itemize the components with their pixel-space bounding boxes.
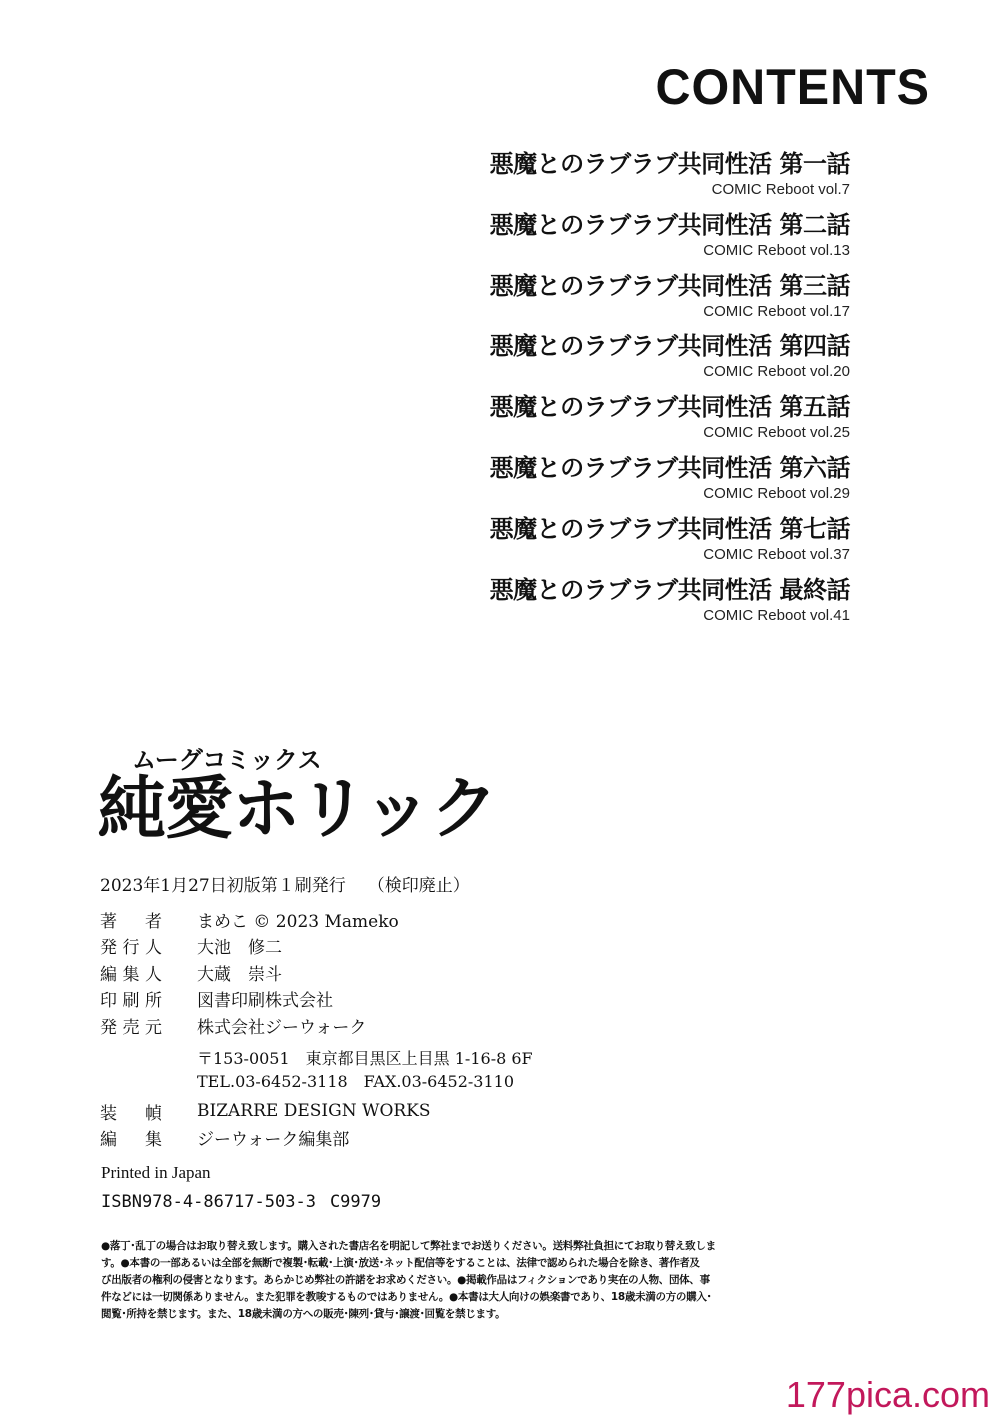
credit-row bbox=[100, 1098, 431, 1125]
toc-entry-title: 悪魔とのラブラブ共同性活 第三話 bbox=[489, 271, 850, 300]
credits-list bbox=[100, 906, 399, 1039]
credit-role: 編集 bbox=[100, 1130, 162, 1151]
edition-note: （検印廃止） bbox=[367, 876, 470, 896]
toc-entry-title: 悪魔とのラブラブ共同性活 第五話 bbox=[489, 393, 850, 422]
book-title: 純愛ホリック bbox=[98, 770, 498, 849]
credit-value: 大池 修二 bbox=[197, 938, 282, 959]
toc-entry-title: 悪魔とのラブラブ共同性活 第二話 bbox=[489, 210, 850, 239]
toc-entry-title: 悪魔とのラブラブ共同性活 最終話 bbox=[489, 575, 850, 604]
toc-entry bbox=[390, 329, 850, 390]
toc-entry-title: 悪魔とのラブラブ共同性活 第一話 bbox=[489, 150, 850, 178]
toc-entry bbox=[390, 269, 850, 330]
toc-entry-source: COMIC Reboot vol.29 bbox=[703, 484, 850, 502]
disclaimer-line: び出版者の権利の侵害となります。あらかじめ弊社の許諾をお求めください。●掲載作品はフィクションであり実在の人物、団体、事 bbox=[101, 1274, 710, 1286]
credit-value: ジーウォーク編集部 bbox=[197, 1130, 350, 1151]
credit-role: 印刷所 bbox=[100, 991, 162, 1012]
disclaimer-line: 閲覧･所持を禁じます。また、18歳未満の方への販売･陳列･貸与･譲渡･回覧を禁じます。 bbox=[101, 1308, 506, 1320]
address-line: 〒153-0051 東京都目黒区上目黒 1-16-8 6F bbox=[197, 1049, 533, 1068]
credit-role: 装幀 bbox=[100, 1103, 162, 1124]
toc-entry-source: COMIC Reboot vol.17 bbox=[703, 302, 850, 320]
toc-entry-source: COMIC Reboot vol.37 bbox=[703, 545, 850, 563]
credit-role: 著者 bbox=[100, 911, 162, 932]
credit-row bbox=[100, 959, 399, 986]
c-code: C9979 bbox=[329, 1192, 382, 1212]
credit-role: 発行人 bbox=[100, 938, 162, 959]
contents-heading: CONTENTS bbox=[655, 59, 930, 115]
edition-date: 2023年1月27日初版第１刷発行 bbox=[100, 876, 346, 896]
toc-entry-title: 悪魔とのラブラブ共同性活 第六話 bbox=[489, 453, 850, 482]
toc-entry bbox=[390, 147, 850, 208]
toc-entry-title: 悪魔とのラブラブ共同性活 第四話 bbox=[489, 332, 850, 361]
credit-value: まめこ © 2023 Mameko bbox=[197, 911, 399, 932]
edition-line bbox=[100, 871, 470, 896]
credit-row bbox=[100, 1012, 399, 1039]
credit-row bbox=[100, 906, 399, 933]
credit-value: BIZARRE DESIGN WORKS bbox=[197, 1101, 431, 1122]
credit-role: 発売元 bbox=[100, 1017, 162, 1038]
disclaimer-line: す。●本書の一部あるいは全部を無断で複製･転載･上演･放送･ネット配信等をすることは、法律で認められた場合を除き、著作者及 bbox=[101, 1257, 700, 1269]
credit-role: 編集人 bbox=[100, 964, 162, 985]
publisher-label: ムーグコミックス bbox=[132, 746, 322, 774]
toc-entry bbox=[390, 573, 850, 634]
credit-row bbox=[100, 1125, 431, 1152]
toc-entry-source: COMIC Reboot vol.13 bbox=[703, 241, 850, 259]
toc-entry-source: COMIC Reboot vol.41 bbox=[703, 606, 850, 624]
disclaimer-line: ●落丁･乱丁の場合はお取り替え致します。購入された書店名を明記して弊社までお送りください。送料弊社負担にてお取り替え致しま bbox=[101, 1240, 716, 1252]
credit-value: 株式会社ジーウォーク bbox=[197, 1017, 367, 1038]
isbn-number: ISBN978-4-86717-503-3 bbox=[101, 1192, 316, 1212]
credit-row bbox=[100, 986, 399, 1013]
toc-entry bbox=[390, 390, 850, 451]
toc-entry-title: 悪魔とのラブラブ共同性活 第七話 bbox=[489, 514, 850, 543]
credit-row bbox=[100, 933, 399, 960]
credits-list-secondary bbox=[100, 1098, 431, 1151]
credit-value: 図書印刷株式会社 bbox=[197, 991, 333, 1012]
table-of-contents bbox=[390, 147, 850, 633]
isbn-line bbox=[101, 1192, 381, 1212]
disclaimer bbox=[101, 1238, 766, 1323]
toc-entry-source: COMIC Reboot vol.20 bbox=[703, 363, 850, 381]
printed-in-japan: Printed in Japan bbox=[101, 1163, 211, 1182]
toc-entry-source: COMIC Reboot vol.25 bbox=[703, 424, 850, 442]
publisher-address bbox=[197, 1047, 533, 1093]
toc-entry bbox=[390, 451, 850, 512]
toc-entry-source: COMIC Reboot vol.7 bbox=[711, 181, 850, 198]
phone-fax-line: TEL.03-6452-3118 FAX.03-6452-3110 bbox=[197, 1072, 515, 1091]
toc-entry bbox=[390, 208, 850, 269]
disclaimer-line: 件などには一切関係ありません。また犯罪を教唆するものではありません。●本書は大人向けの娯楽書であり、18歳未満の方の購入･ bbox=[101, 1291, 712, 1303]
toc-entry bbox=[390, 512, 850, 573]
credit-value: 大蔵 崇斗 bbox=[197, 964, 282, 985]
watermark: 177pica.com bbox=[785, 1374, 990, 1415]
